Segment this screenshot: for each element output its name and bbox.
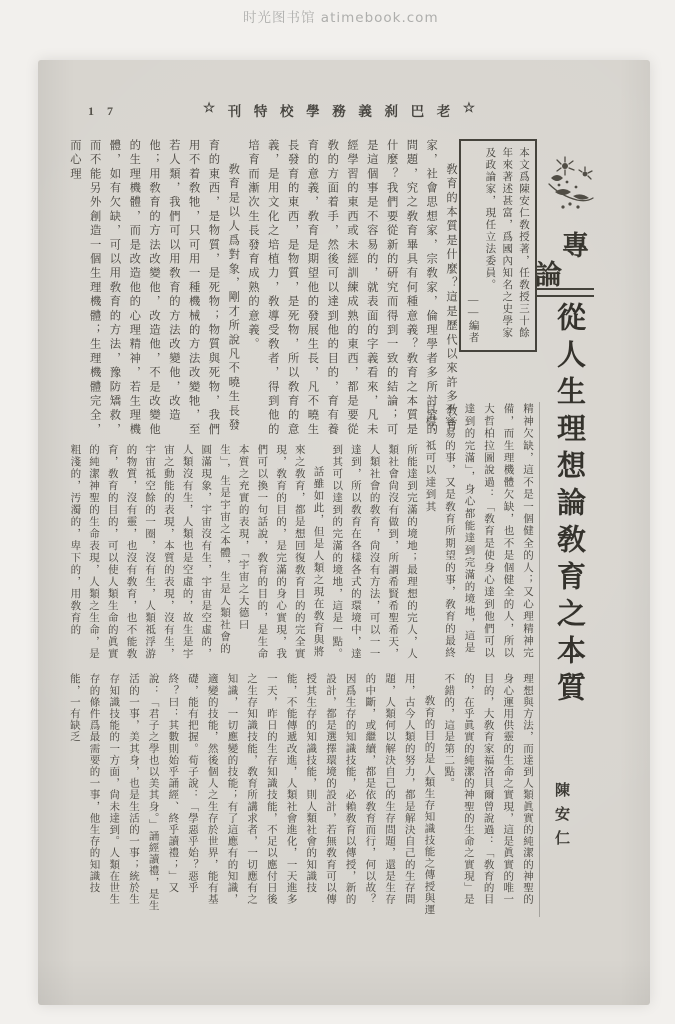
masthead-char: 校 bbox=[279, 104, 294, 119]
masthead-char: 刹 bbox=[384, 104, 398, 119]
paragraph-4: 敎育的目的是人類生存知識技能之傳授與運用，古今人類的努力，都是解決自己的生存問題，人類何以解決自己的生存問題，還是生存的中斷，或繼續，都是依敎育而行，何以故？因爲生存的知識技能，必賴敎育以傳授，新的設計，都是選擇環境的設計，若無敎育可以傳授其生存的知識技能，則人類社會的知識技能，不能傳遞改進，人類社會進化，一天進多一天，昨日的生存知識技能，不足以應付日後之生存知識技能，敎育所講求者，一切應有之知識，一切應變的技能；有了這應有的知識，適變的技能，然後個人之生存於世界，能有基礎，能有把握。荀子說：「學惡乎始？惡乎終？曰：其數則始乎誦經、終乎讀禮；」又說：「君子之學也以美其身。」誦經讀禮，是生活的一事，美其身，也是生活的一事；統於生存知識技能的一方面，尙未達到。人類在世生存的條件爲最需要的一事，他生存的知識技能，一有缺乏 bbox=[68, 673, 435, 916]
section-label-zhuan: 專 bbox=[562, 231, 589, 261]
body-register-2-left bbox=[63, 444, 420, 660]
masthead-char: 特 bbox=[253, 104, 268, 119]
masthead-char: 老 bbox=[436, 104, 451, 119]
masthead-title bbox=[203, 100, 475, 120]
page-number: 1 7 bbox=[88, 104, 118, 118]
editor-note-box bbox=[459, 139, 537, 352]
floral-ornament-icon bbox=[543, 152, 599, 216]
body-register-1 bbox=[63, 139, 460, 438]
masthead-char: 學 bbox=[306, 104, 320, 119]
scanned-paper bbox=[38, 60, 650, 1005]
section-label-lun: 論 bbox=[535, 260, 562, 290]
watermark-text: 时光图书馆 atimebook.com bbox=[243, 10, 439, 26]
star-icon: ☆ bbox=[203, 100, 216, 115]
body-register-2-right bbox=[420, 403, 537, 660]
masthead-char: 義 bbox=[358, 104, 372, 119]
article-title: 從人生理想論敎育之本質 bbox=[553, 302, 585, 709]
masthead-char: 務 bbox=[332, 104, 346, 119]
editor-note-signature: ——編者 bbox=[467, 295, 479, 344]
paragraph-2-continued: 精神欠缺，這不是一個健全的人；又心理精神完備，而生理機體欠缺，也不是個健全的人，所以大哲柏拉圖說過：「敎育是使身心達到他們可以達到的完滿」，身心都能達到完滿的境地，這是不容易的事，又是敎育所期望的事，敎育的最終目標，祗可以達到其 bbox=[424, 403, 533, 660]
author-name: 陳安仁 bbox=[553, 782, 569, 854]
masthead-char: 刊 bbox=[227, 104, 242, 119]
star-icon: ☆ bbox=[462, 100, 475, 115]
paragraph-3: 話雖如此，但是人類之現在敎育與將來之敎育，都是想回復敎育目的的完全實現，敎育的目的，是完滿的身心實現，我們可以換一句話說，敎育的目的，是生命本質之充實的表現，「宇宙之大德曰生」，生是宇宙之本體，生是人類社會的圓滿現象，宇宙沒有生，宇宙是空虛的，人類沒有生，人類也是空虛的，故生是宇宙之動能的表現，本質的表現，沒有生，宇宙祗空餘的一圈，沒有生，人類祗浮游的物質，沒有靈，也沒有敎育，也不能敎育，敎育的目的，可以使人類生命的眞實的純潔神聖的生命表現，人類之生命，是粗淺的，汚濁的，卑下的，用敎育的 bbox=[69, 444, 324, 660]
paragraph-2: 敎育是以人爲對象，剛才所說凡不曉生長發育的東西，是物質，是死物；物質與死物，我們用不着敎牠，只可用一種機械的方法改變牠，至若人類，我們可以用敎育的方法改變他，改造他；用敎育的方法改變他，改造他，不是改變他的生理機體，而是改造他的心理精神，若生理機體，如有欠缺，可以用敎育的方法，豫防矯救，而不能另外創造一個生理機體；生理機體完全，而心理 bbox=[68, 139, 240, 438]
paragraph-1: 敎育的本質是什麼？這是歷代以來許多敎育家，社會思想家，宗敎家，倫理學者多所討究的問題，究之敎育畢具有何種意義？敎育之本質是什麼？我們要從新的硏究而得到一致的結論；可是這個事是不容易的，就表面的字義看來，凡未經學習的東西或未經訓練成熟的東西，都是要從敎的方面着手，然後可以達到他的目的，育有養育的意義，敎育是期望他的發展生長，凡不曉生長發育的東西，是物質，是死物，所以敎育的意義，是用文化之培植力，敎導受敎者，得到他的培育而漸次生長發育成熟的意義。 bbox=[247, 139, 457, 438]
paragraph-2-continued-end: 所能達到完滿的境地；最理想的完人，人類社會尙沒有做到，所謂希賢希聖希天，人類社會的敎育，尙沒有方法，可以一一達到，所以敎育在各樣各式的環境中，達到其可以達到的完滿的境地，這是一點。 bbox=[331, 444, 417, 660]
double-rule-divider bbox=[536, 288, 594, 297]
column-separator-rule bbox=[539, 402, 540, 917]
editor-note-text: 本文爲陳安仁敎授著，任敎授三十餘年來著述甚富，爲國內知名之史學家及政論家，現任立法委員。 bbox=[484, 147, 529, 339]
body-register-3 bbox=[63, 673, 537, 916]
masthead-char: 巴 bbox=[410, 104, 425, 119]
paragraph-3-continued: 理想與方法，而達到人類眞實的純潔的神聖的身心運用供靈的生命之實現，這是眞實的唯一目的，大敎育家福洛貝爾曾說過：「敎育的目的，在乎眞實的純潔的神聖的生命之實現」是不錯的，這是第二點。 bbox=[443, 673, 533, 905]
